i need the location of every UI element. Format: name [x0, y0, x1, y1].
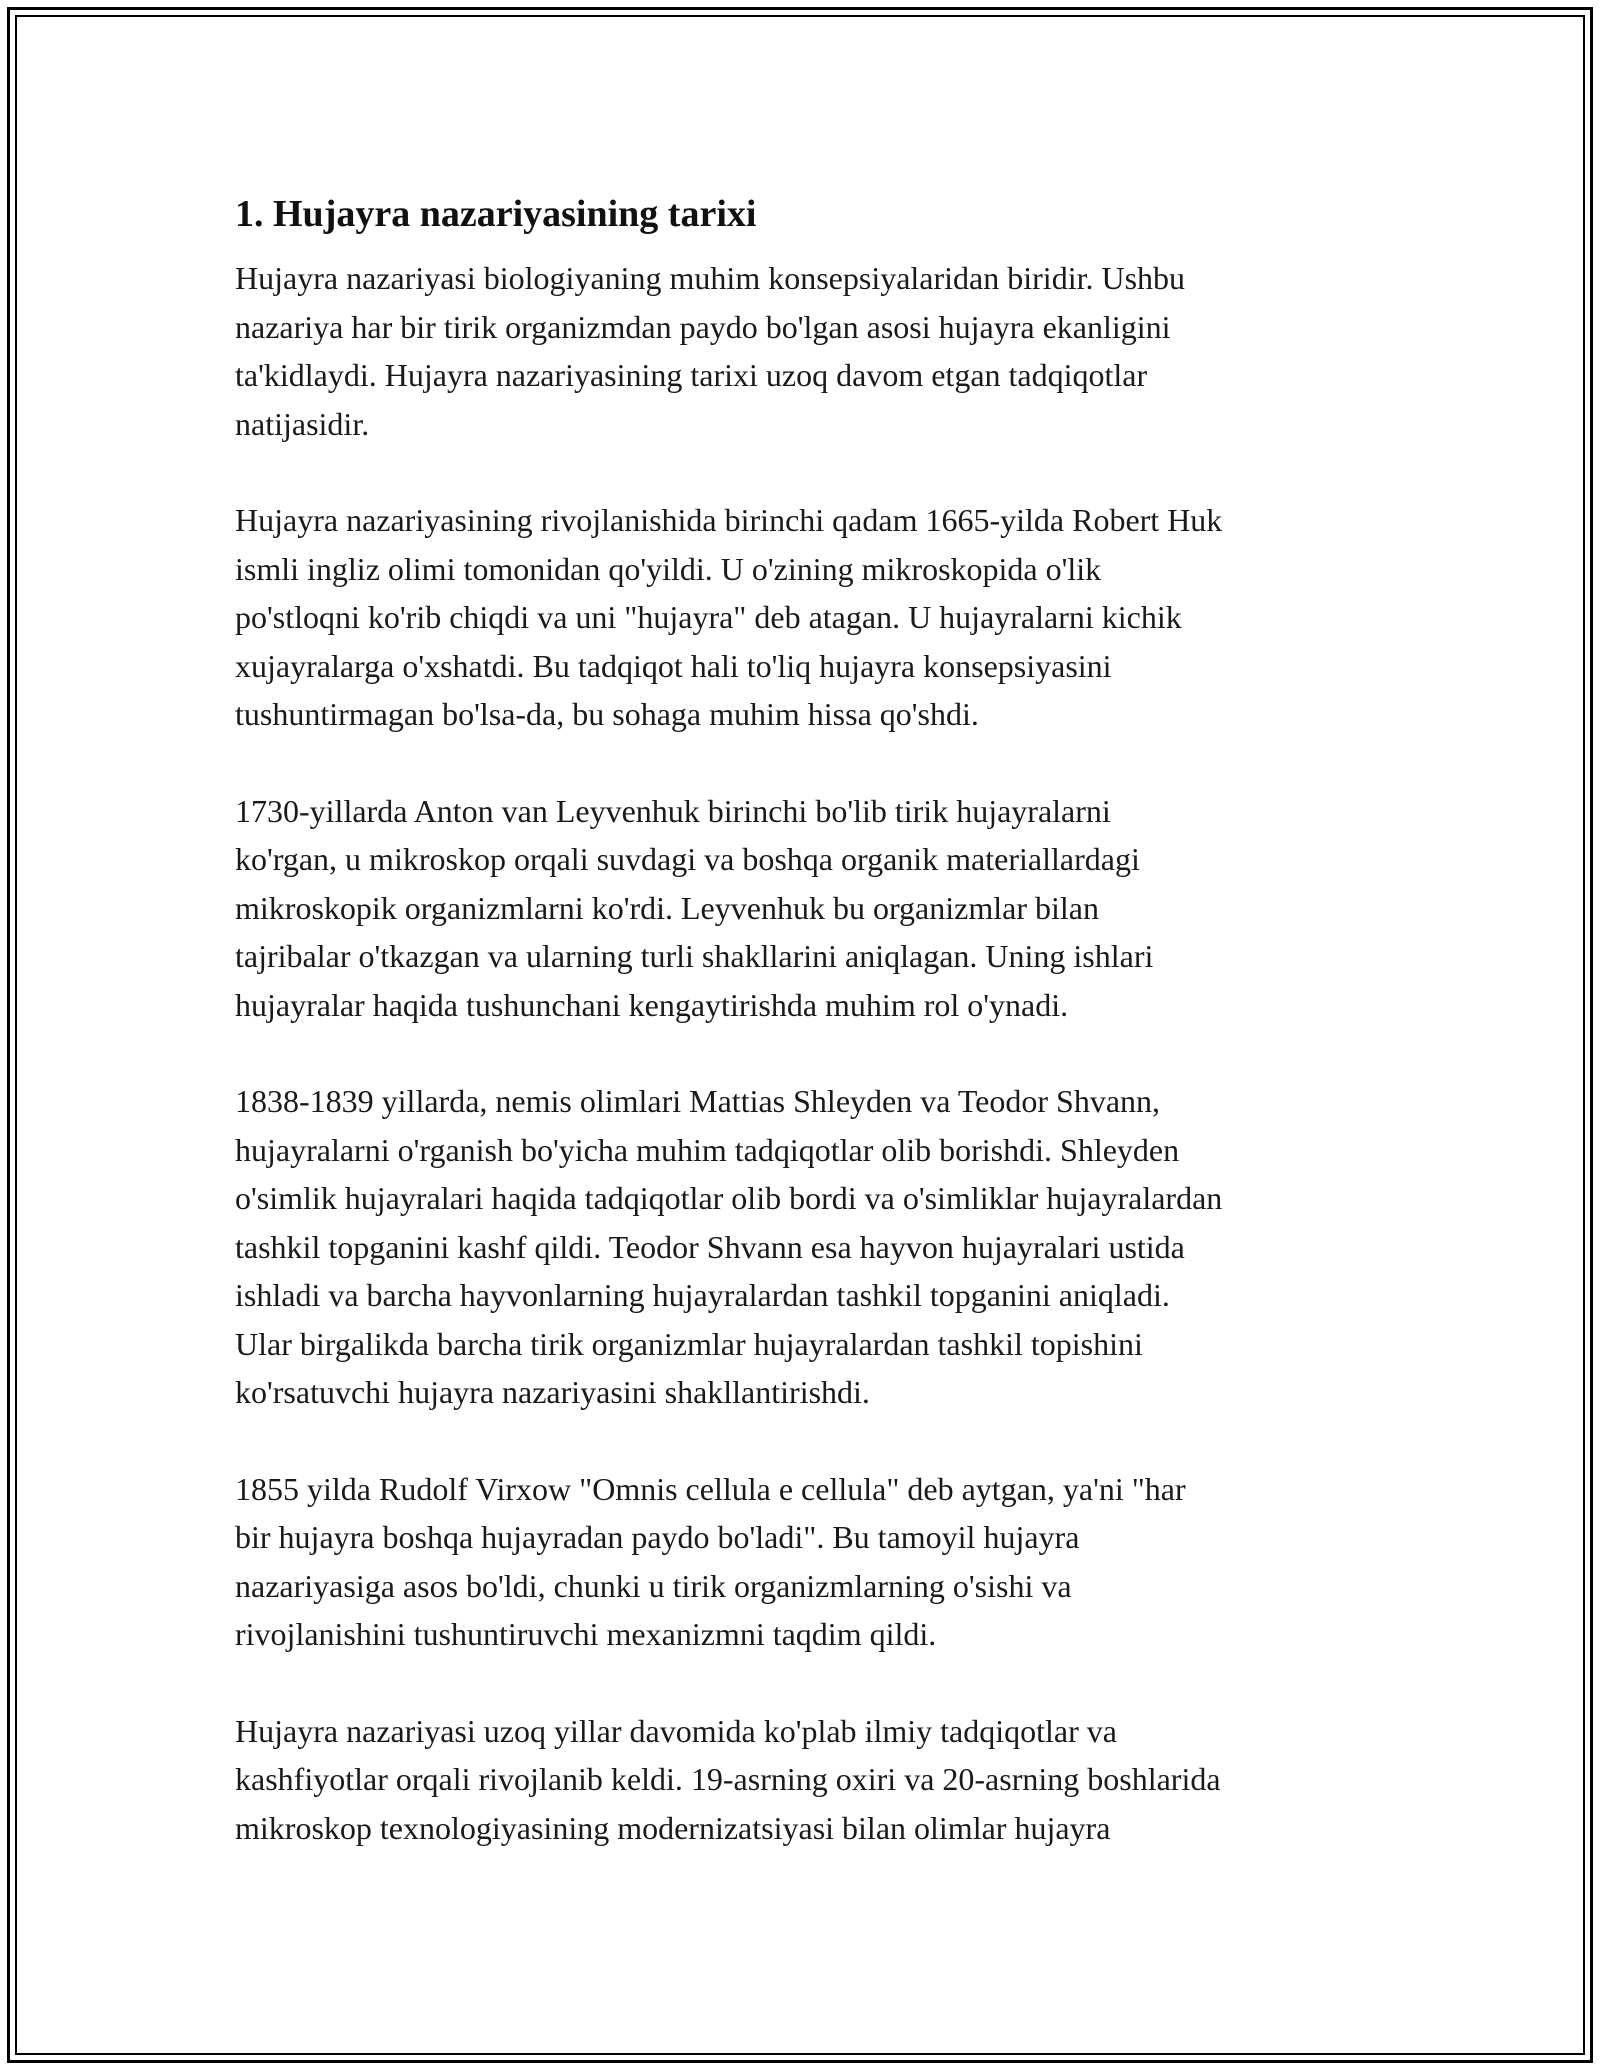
- section-heading: 1. Hujayra nazariyasining tarixi: [235, 193, 757, 235]
- text-line: ishladi va barcha hayvonlarning hujayralardan tashkil topganini aniqladi.: [235, 1277, 1170, 1313]
- text-line: hujayralarni o'rganish bo'yicha muhim tadqiqotlar olib borishdi. Shleyden: [235, 1131, 1180, 1168]
- text-line: natijasidir.: [235, 405, 370, 442]
- text-line: 1855 yilda Rudolf Virxow "Omnis cellula e cellula" deb aytgan, ya'ni "har: [235, 1470, 1186, 1507]
- text-line: tashkil topganini kashf qildi. Teodor Shvann esa hayvon hujayralari ustida: [235, 1228, 1185, 1265]
- text-line: mikroskopik organizmlarni ko'rdi. Leyvenhuk bu organizmlar bilan: [235, 889, 1099, 926]
- text-line: o'simlik hujayralari haqida tadqiqotlar olib bordi va o'simliklar hujayralardan: [235, 1180, 1223, 1216]
- text-line: po'stloqni ko'rib chiqdi va uni "hujayra" deb atagan. U hujayralarni kichik: [235, 599, 1182, 635]
- text-line: Hujayra nazariyasi biologiyaning muhim konsepsiyalaridan biridir. Ushbu: [235, 260, 1186, 296]
- text-line: hujayralar haqida tushunchani kengaytirishda muhim rol o'ynadi.: [235, 986, 1069, 1023]
- text-line: xujayralarga o'xshatdi. Bu tadqiqot hali to'liq hujayra konsepsiyasini: [235, 647, 1112, 684]
- text-line: Hujayra nazariyasining rivojlanishida birinchi qadam 1665-yilda Robert Huk: [235, 502, 1223, 538]
- text-line: ta'kidlaydi. Hujayra nazariyasining tarixi uzoq davom etgan tadqiqotlar: [235, 357, 1148, 393]
- text-line: ko'rsatuvchi hujayra nazariyasini shakllantirishdi.: [235, 1374, 870, 1410]
- text-line: 1838-1839 yillarda, nemis olimlari Mattias Shleyden va Teodor Shvann,: [235, 1083, 1161, 1119]
- text-line: kashfiyotlar orqali rivojlanib keldi. 19-asrning oxiri va 20-asrning boshlarida: [235, 1761, 1221, 1797]
- text-line: Ular birgalikda barcha tirik organizmlar hujayralardan tashkil topishini: [235, 1325, 1143, 1362]
- text-line: nazariya har bir tirik organizmdan paydo bo'lgan asosi hujayra ekanligini: [235, 308, 1171, 345]
- text-line: tajribalar o'tkazgan va ularning turli shakllarini aniqlagan. Uning ishlari: [235, 938, 1154, 974]
- text-line: rivojlanishini tushuntiruvchi mexanizmni taqdim qildi.: [235, 1616, 937, 1652]
- paragraph-intro: [235, 254, 1375, 448]
- paragraph-virxow: [235, 1465, 1375, 1659]
- text-line: ko'rgan, u mikroskop orqali suvdagi va boshqa organik materiallardagi: [235, 841, 1140, 877]
- text-line: 1730-yillarda Anton van Leyvenhuk birinchi bo'lib tirik hujayralarni: [235, 792, 1111, 829]
- text-line: mikroskop texnologiyasining modernizatsiyasi bilan olimlar hujayra: [235, 1809, 1111, 1846]
- text-line: tushuntirmagan bo'lsa-da, bu sohaga muhim hissa qo'shdi.: [235, 696, 979, 732]
- paragraph-robert-huk: [235, 496, 1375, 739]
- text-line: bir hujayra boshqa hujayradan paydo bo'ladi". Bu tamoyil hujayra: [235, 1519, 1080, 1555]
- paragraph-modern-development: [235, 1707, 1375, 1853]
- paragraph-leyvenhuk: [235, 787, 1375, 1030]
- paragraph-shleyden-shvann: [235, 1077, 1375, 1417]
- document-body: [235, 188, 1375, 1900]
- text-line: nazariyasiga asos bo'ldi, chunki u tirik organizmlarning o'sishi va: [235, 1567, 1072, 1604]
- text-line: Hujayra nazariyasi uzoq yillar davomida ko'plab ilmiy tadqiqotlar va: [235, 1712, 1117, 1749]
- text-line: ismli ingliz olimi tomonidan qo'yildi. U o'zining mikroskopida o'lik: [235, 550, 1102, 587]
